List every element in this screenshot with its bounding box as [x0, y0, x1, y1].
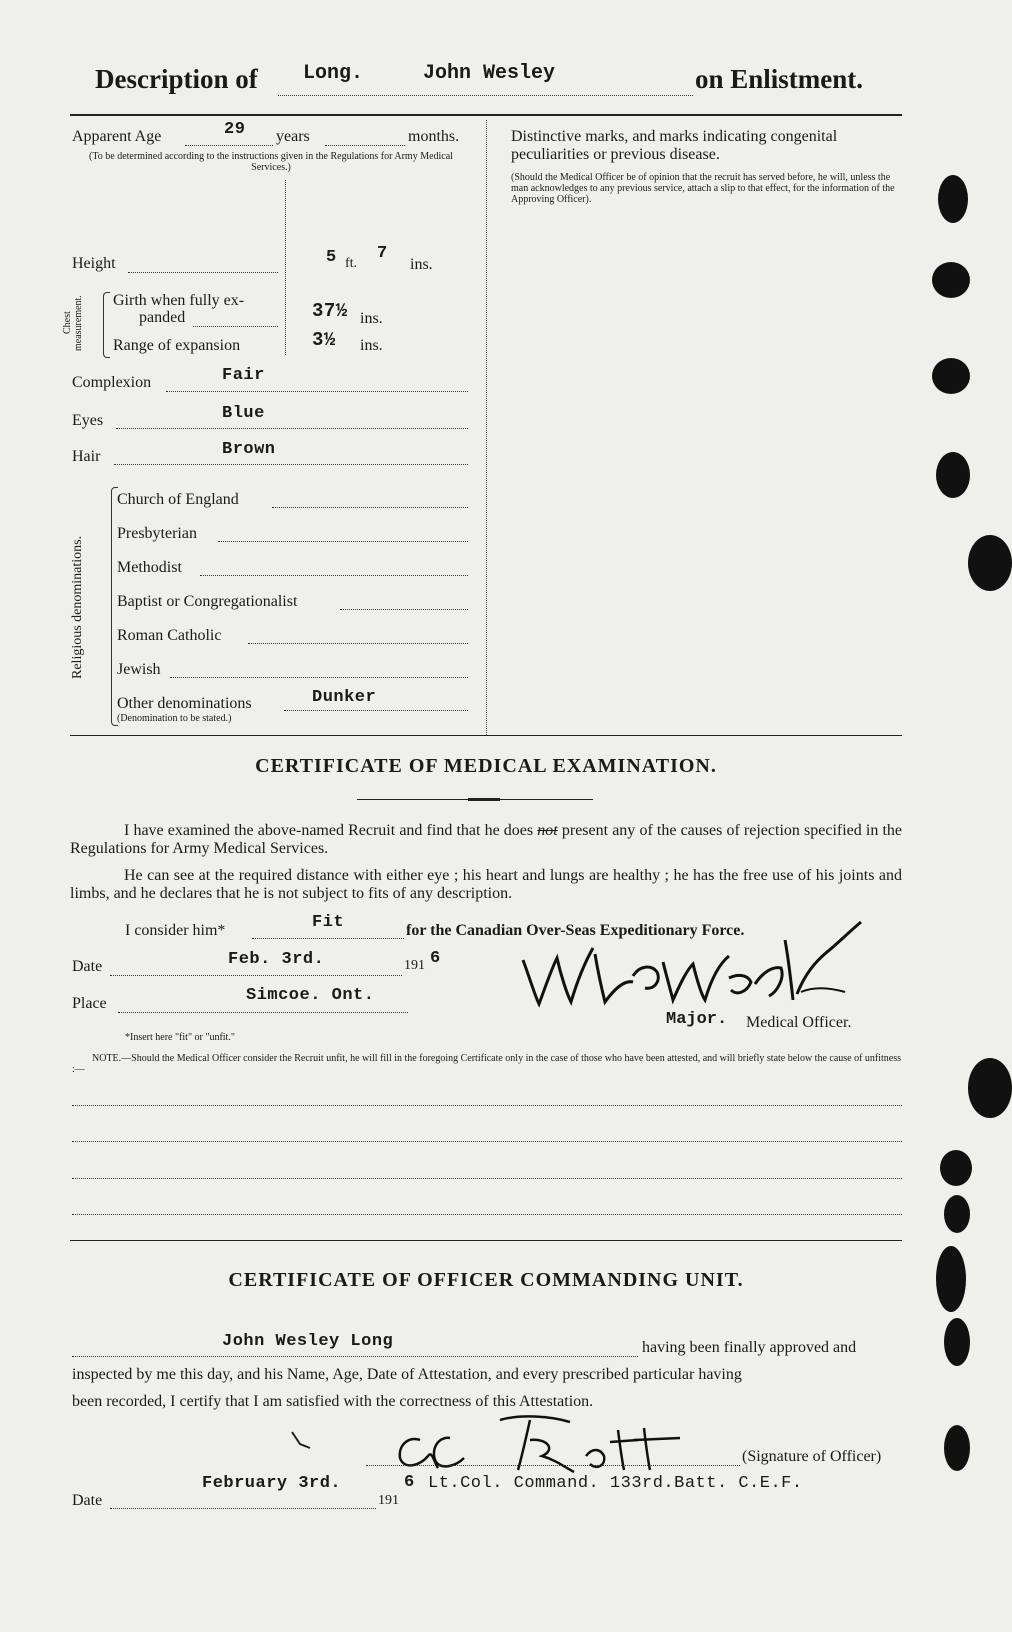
religion-label: Religious denominations.: [70, 535, 85, 679]
medical-heading: CERTIFICATE OF MEDICAL EXAMINATION.: [255, 755, 717, 777]
height-label: Height: [72, 255, 116, 272]
section-rule-2: [70, 1240, 902, 1241]
religion-line-3: [340, 609, 468, 610]
commanding-unit-text: Lt.Col. Command. 133rd.Batt. C.E.F.: [428, 1474, 803, 1493]
marks-title-1: Distinctive marks, and marks indicating congenital: [511, 128, 838, 145]
marks-title-2: peculiarities or previous disease.: [511, 146, 720, 163]
binder-hole: [940, 1150, 972, 1186]
religion-methodist: Methodist: [117, 559, 182, 576]
consider-label: I consider him*: [125, 922, 226, 939]
girth-ins: ins.: [360, 310, 383, 327]
binder-hole: [968, 1058, 1012, 1118]
age-note: (To be determined according to the instructions given in the Regulations for Army Medical Services.): [89, 151, 453, 173]
ins-label: ins.: [410, 256, 433, 273]
eyes-value: Blue: [222, 404, 265, 423]
religion-roman-catholic: Roman Catholic: [117, 627, 222, 644]
section-rule-1: [70, 735, 902, 736]
binder-hole: [944, 1195, 970, 1233]
girth-label-2: panded: [139, 309, 186, 326]
girth-line: [193, 326, 278, 327]
girth-value: 37½: [312, 300, 348, 322]
marks-note: (Should the Medical Officer be of opinion that the recruit has served before, he will, unless the man acknowledges to any previous service, attach a slip to that effect, for the information of the Approving Officer).: [511, 172, 895, 205]
medical-officer-label: Medical Officer.: [746, 1014, 852, 1031]
tick-mark: [290, 1428, 314, 1452]
religion-other: Other denominations: [117, 695, 252, 712]
signature-label: (Signature of Officer): [742, 1448, 882, 1465]
medical-officer-signature: [515, 918, 875, 1018]
religion-presbyterian: Presbyterian: [117, 525, 197, 542]
medical-para2: He can see at the required distance with either eye ; his heart and lungs are healthy ; he has the free use of his joints and limbs, and he declares that he is not subject to fits of any description.: [70, 867, 902, 902]
religion-jewish: Jewish: [117, 661, 161, 678]
binder-hole: [944, 1318, 970, 1366]
eyes-line: [116, 428, 468, 429]
medical-year-prefix: 191: [404, 958, 425, 973]
header-rule: [70, 114, 902, 116]
medical-date-line: [110, 975, 402, 976]
apparent-age-label: Apparent Age: [72, 128, 162, 145]
place-line: [118, 1012, 408, 1013]
medical-para1-b: present any of the causes of rejection specified in the Regulations for Army Medical Services.: [70, 822, 903, 857]
recruit-name-line: [72, 1356, 638, 1357]
hair-line: [114, 464, 468, 465]
header-suffix: on Enlistment.: [695, 64, 864, 94]
religion-church-of-england: Church of England: [117, 491, 239, 508]
header-name-line: [278, 95, 693, 96]
medical-date-label: Date: [72, 958, 103, 975]
signature-line: [366, 1465, 740, 1466]
force-label: for the Canadian Over-Seas Expeditionary Force.: [406, 922, 745, 939]
commanding-line3: been recorded, I certify that I am satisfied with the correctness of this Attestation.: [72, 1393, 594, 1410]
months-label: months.: [408, 128, 460, 145]
header-prefix: Description of: [95, 64, 258, 94]
header-given-names: John Wesley: [423, 62, 556, 85]
unfit-line-3: [72, 1178, 902, 1179]
age-years-line: [185, 145, 273, 146]
complexion-value: Fair: [222, 366, 265, 385]
complexion-label: Complexion: [72, 374, 152, 391]
commanding-line1-end: having been finally approved and: [642, 1339, 857, 1356]
place-label: Place: [72, 995, 107, 1012]
form-header: [95, 62, 895, 98]
height-ft-value: 5: [326, 248, 337, 267]
religion-line-1: [218, 541, 468, 542]
other-denomination-value: Dunker: [312, 688, 377, 707]
range-ins: ins.: [360, 337, 383, 354]
religion-line-0: [272, 507, 468, 508]
unfit-note: NOTE.—Should the Medical Officer consider the Recruit unfit, he will fill in the foregoing Certificate only in the case of those who have been attested, and will briefly state below the cause of unfitness :—: [72, 1053, 902, 1075]
years-label: years: [276, 128, 310, 145]
religion-line-6: [284, 710, 468, 711]
eyes-label: Eyes: [72, 412, 104, 429]
chest-brace: [103, 292, 110, 358]
range-label: Range of expansion: [113, 337, 241, 354]
religion-line-4: [248, 643, 468, 644]
measure-divider: [285, 180, 286, 355]
binder-hole: [932, 262, 970, 298]
column-divider: [486, 120, 487, 735]
height-in-value: 7: [377, 244, 388, 263]
commanding-date-label: Date: [72, 1492, 103, 1509]
religion-baptist: Baptist or Congregationalist: [117, 593, 298, 610]
medical-para1: [70, 822, 902, 858]
medical-para1-a: I have examined the above-named Recruit and find that he does: [124, 822, 534, 839]
unfit-line-4: [72, 1214, 902, 1215]
commanding-date-value: February 3rd.: [202, 1474, 342, 1493]
medical-date-value: Feb. 3rd.: [228, 950, 325, 969]
hair-value: Brown: [222, 440, 276, 459]
medical-heading-rule-center: [468, 798, 500, 801]
commanding-officer-signature: [380, 1410, 710, 1480]
binder-hole: [938, 175, 968, 223]
place-value: Simcoe. Ont.: [246, 986, 375, 1005]
binder-hole: [936, 1246, 966, 1312]
binder-hole: [968, 535, 1012, 591]
binder-hole: [944, 1425, 970, 1471]
commanding-year-suffix: 6: [404, 1473, 415, 1492]
consider-value: Fit: [312, 913, 345, 932]
commanding-date-line: [110, 1508, 376, 1509]
commanding-line2: inspected by me this day, and his Name, Age, Date of Attestation, and every prescribed particular having: [72, 1366, 742, 1383]
girth-label-1: Girth when fully ex-: [113, 292, 245, 309]
complexion-line: [166, 391, 468, 392]
header-surname: Long.: [303, 62, 364, 85]
binder-hole: [936, 452, 970, 498]
height-line-left: [128, 272, 278, 273]
age-months-line: [325, 145, 405, 146]
medical-officer-rank: Major.: [666, 1010, 728, 1029]
insert-note: *Insert here "fit" or "unfit.": [125, 1032, 235, 1043]
consider-line: [252, 938, 404, 939]
binder-hole: [932, 358, 970, 394]
denomination-note: (Denomination to be stated.): [117, 713, 232, 724]
unfit-line-1: [72, 1105, 902, 1106]
medical-year-suffix: 6: [430, 949, 441, 968]
chest-label: Chest measurement.: [62, 295, 84, 351]
recruit-name: John Wesley Long: [222, 1332, 394, 1351]
ft-label: ft.: [345, 256, 358, 271]
hair-label: Hair: [72, 448, 101, 465]
range-value: 3½: [312, 329, 336, 351]
religion-line-2: [200, 575, 468, 576]
unfit-line-2: [72, 1141, 902, 1142]
commanding-year-prefix: 191: [378, 1493, 399, 1508]
struck-not: not: [537, 822, 558, 839]
age-years-value: 29: [224, 120, 246, 139]
commanding-heading: CERTIFICATE OF OFFICER COMMANDING UNIT.: [228, 1269, 744, 1291]
religion-line-5: [170, 677, 468, 678]
